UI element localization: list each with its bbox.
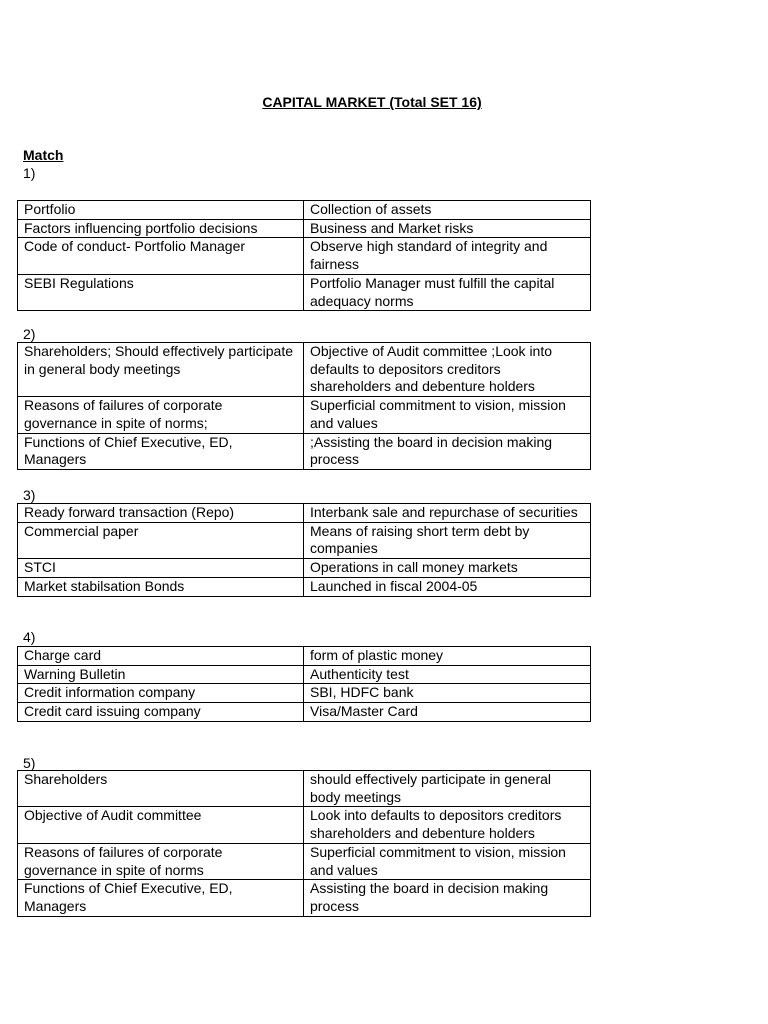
set-2-number: 2)	[23, 326, 36, 342]
table-cell-term: Code of conduct- Portfolio Manager	[18, 238, 304, 274]
table-cell-match: Objective of Audit committee ;Look into defaults to depositors creditors shareholders and debenture holders	[304, 343, 591, 397]
table-cell-term: Reasons of failures of corporate governance in spite of norms;	[18, 397, 304, 433]
set-5-number: 5)	[23, 755, 36, 771]
table-row	[18, 343, 591, 397]
table-cell-match: Look into defaults to depositors creditors shareholders and debenture holders	[304, 807, 591, 843]
table-cell-term: SEBI Regulations	[18, 274, 304, 310]
table-cell-match: Assisting the board in decision making process	[304, 880, 591, 916]
table-cell-match: should effectively participate in general body meetings	[304, 771, 591, 807]
table-cell-match: Launched in fiscal 2004-05	[304, 577, 591, 596]
table-row	[18, 397, 591, 433]
table-cell-term: Shareholders	[18, 771, 304, 807]
table-row	[18, 433, 591, 469]
set-2-table	[17, 342, 591, 470]
table-row	[18, 771, 591, 807]
table-cell-match: Superficial commitment to vision, mission and values	[304, 843, 591, 879]
set-1-table	[17, 200, 591, 311]
table-cell-term: Portfolio	[18, 201, 304, 220]
table-cell-term: Warning Bulletin	[18, 665, 304, 684]
table-row	[18, 880, 591, 916]
table-cell-match: Interbank sale and repurchase of securities	[304, 504, 591, 523]
table-row	[18, 703, 591, 722]
set-4-table	[17, 646, 591, 722]
set-5-table	[17, 770, 591, 917]
table-row	[18, 274, 591, 310]
table-cell-term: Reasons of failures of corporate governance in spite of norms	[18, 843, 304, 879]
table-cell-term: Objective of Audit committee	[18, 807, 304, 843]
table-cell-match: Means of raising short term debt by companies	[304, 522, 591, 558]
table-cell-term: Commercial paper	[18, 522, 304, 558]
set-3-table	[17, 503, 591, 597]
table-cell-match: Observe high standard of integrity and fairness	[304, 238, 591, 274]
set-4-number: 4)	[23, 629, 36, 645]
set-3-number: 3)	[23, 487, 36, 503]
table-cell-match: form of plastic money	[304, 647, 591, 666]
table-row	[18, 684, 591, 703]
document-title: CAPITAL MARKET (Total SET 16)	[262, 94, 482, 110]
table-cell-term: Functions of Chief Executive, ED, Managers	[18, 433, 304, 469]
table-cell-match: Collection of assets	[304, 201, 591, 220]
table-cell-match: Superficial commitment to vision, mission and values	[304, 397, 591, 433]
table-cell-term: Market stabilsation Bonds	[18, 577, 304, 596]
table-cell-match: Visa/Master Card	[304, 703, 591, 722]
table-cell-term: STCI	[18, 559, 304, 578]
set-1-number: 1)	[23, 165, 36, 181]
table-cell-term: Factors influencing portfolio decisions	[18, 219, 304, 238]
table-cell-match: Operations in call money markets	[304, 559, 591, 578]
table-cell-term: Credit information company	[18, 684, 304, 703]
table-cell-match: Business and Market risks	[304, 219, 591, 238]
table-row	[18, 577, 591, 596]
table-row	[18, 238, 591, 274]
table-row	[18, 665, 591, 684]
table-row	[18, 843, 591, 879]
table-row	[18, 522, 591, 558]
table-row	[18, 219, 591, 238]
table-cell-term: Shareholders; Should effectively participate in general body meetings	[18, 343, 304, 397]
table-cell-match: Authenticity test	[304, 665, 591, 684]
table-cell-term: Functions of Chief Executive, ED, Managers	[18, 880, 304, 916]
table-cell-match: SBI, HDFC bank	[304, 684, 591, 703]
table-row	[18, 807, 591, 843]
table-cell-term: Ready forward transaction (Repo)	[18, 504, 304, 523]
table-row	[18, 647, 591, 666]
table-cell-match: Portfolio Manager must fulfill the capital adequacy norms	[304, 274, 591, 310]
table-row	[18, 504, 591, 523]
table-row	[18, 201, 591, 220]
table-cell-term: Charge card	[18, 647, 304, 666]
match-heading: Match	[23, 147, 64, 163]
table-cell-term: Credit card issuing company	[18, 703, 304, 722]
table-cell-match: ;Assisting the board in decision making process	[304, 433, 591, 469]
table-row	[18, 559, 591, 578]
